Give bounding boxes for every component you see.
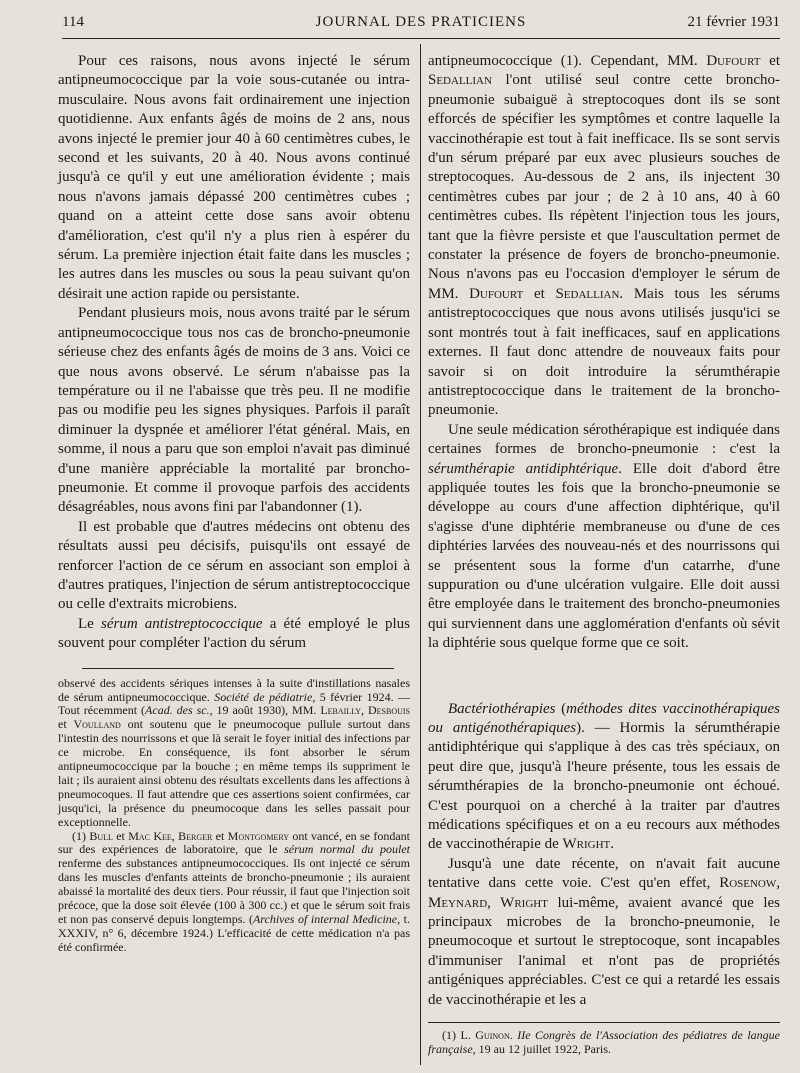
footnote-rule xyxy=(428,1022,780,1023)
right-footnotes xyxy=(428,1029,780,1057)
column-divider xyxy=(420,44,421,1065)
footnote-continuation: observé des accidents sériques intenses à la suite d'instillations nasales de sérum antipneumococcique. Société de pédiatrie, 5 février 1924. — Tout récemment (Acad. des sc., 19 août 1930), MM. Lebailly, Desbouis et Voulland ont soutenu que le pneumocoque pullule surtout dans l'intestin des nourrissons et que là serait le foyer initial des infections par ce microbe. En conséquence, ils font absorber le sérum antipneumococcique par la bouche ; en même temps ils suppriment le lait ; ils auraient ainsi obtenu des résultats excellents dans les affections à pneumocoques. Il faut attendre que ces assertions soient confirmées, car jusqu'ici, la présence du pneumocoque dans les selles passait pour exceptionnelle. xyxy=(58,675,411,829)
paragraph-antistreptococcique: Le sérum antistreptococcique a été employé le plus souvent pour compléter l'action du sérum xyxy=(58,615,410,652)
paragraph-other-physicians: Il est probable que d'autres médecins ont obtenu des résultats aussi peu décisifs, puisqu'ils ont essayé de renforcer l'action de ce sérum en associant son emploi à d'autres pratiques, l'injection de sérum antistreptococcique ou celle d'extraits microbiens. xyxy=(58,518,410,613)
paragraph-antidiphterique: Une seule médication sérothérapique est indiquée dans certaines formes de broncho-pneumonie : c'est la sérumthérapie antidiphtérique. Elle doit d'abord être appliquée toutes les fois que la broncho-pneumonie se développe au cours d'une affection diphtérique, qu'il s'agisse d'une diphtérie membraneuse ou d'une de ces diphtéries larvées des nouveau-nés et des nourrissons qui se présentent sous la forme d'un catarrhe, d'une suppuration ou d'une ulcération vulgaire. Elle doit aussi être employée dans le traitement des broncho-pneumonies qui surviennent dans une agglomération d'enfants où sévit la diphtérie sous quelque forme que ce soit. xyxy=(428,421,780,652)
footnote-guinon: (1) L. Guinon. IIe Congrès de l'Association des pédiatres de langue française, 19 au 12 juillet 1922, Paris. xyxy=(428,1028,780,1056)
paragraph-serum-injection: Pour ces raisons, nous avons injecté le sérum antipneumococcique par la voie sous-cutanée ou intra-musculaire. Nous avons fait ordinairement une injection quotidienne. Aux enfants âgés de moins de 2 ans, nous avons injecté le premier jour 40 à 60 centimètres cubes, le second et les suivants, 20 à 40. Nous avons continué jusqu'à ce qu'il y eut une amélioration évidente ; mais nous n'avons jamais dépassé 200 centimètres cubes ; quand on a atteint cette dose sans avoir obtenu d'amélioration, c'est qu'il n'y a plus rien à espérer du sérum. La première injection était faite dans les muscles ; les autres dans les muscles ou sous la peau suivant qu'on désirait une action rapide ou persistante. xyxy=(58,53,410,302)
paragraph-dufourt-sedallian: antipneumococcique (1). Cependant, MM. Dufourt et Sedallian l'ont utilisé seul contre cette broncho-pneumonie subaiguë à streptocoques dont ils se sont efforcés de spécifier les symptômes et contre laquelle la vaccinothérapie est tout à fait inefficace. Ils se sont servis d'un sérum préparé par eux avec plusieurs souches de streptocoques. Au-dessous de 2 ans, ils injectent 30 centimètres cubes par jour ; de 2 à 10 ans, 40 à 60 centimètres cubes. Ils répètent l'injection tous les jours, tant que la fièvre persiste et que l'auscultation permet de constater la présence de foyers de broncho-pneumonie. Nous n'avons pas eu l'occasion d'employer le sérum de MM. Dufourt et Sedallian. Mais tous les sérums antistreptococciques que nous avons utilisés jusqu'ici se sont montrés tout à fait inefficaces, sauf en applications externes. Il faut donc attendre de nouveaux faits pour savoir si on doit introduire la sérumthérapie antistreptococcique dans le traitement de la broncho-pneumonie. xyxy=(428,53,781,419)
footnote-1: (1) Bull et Mac Kee, Berger et Montgomery ont vancé, en se fondant sur des expériences de laboratoire, que le sérum normal du poulet renferme des substances antipneumococciques. Ils ont injecté ce sérum dans les muscles d'enfants atteints de broncho-pneumonie ; ils auraient abaissé la mortalité des deux tiers. Pour réussir, il faut que l'injection soit précoce, que la dose soit élevée (100 à 300 cc.) et que le sérum soit frais et non pas conservé depuis longtemps. (Archives of internal Medicine, t. XXXIV, n° 6, décembre 1924.) L'efficacité de cette médication n'a pas été confirmée. xyxy=(58,828,411,954)
paragraph-bacteriotherapies: Bactériothérapies (méthodes dites vaccinothérapiques ou antigénothérapiques). — Hormis la sérumthérapie antidiphtérique qui s'applique à des cas très spéciaux, on peut dire que, jusqu'à l'heure présente, tous les essais de sérumthérapies de la broncho-pneumonie ont échoué. C'est pourquoi on a cherché à la traiter par d'autres médications spécifiques et on a eu recours aux méthodes de vaccinothérapie de Wright. xyxy=(428,700,780,853)
footnote-rule xyxy=(82,668,394,669)
right-body-text xyxy=(428,52,780,1010)
right-column xyxy=(428,52,780,1057)
section-gap xyxy=(428,654,780,700)
left-column xyxy=(58,52,410,955)
page-number: 114 xyxy=(62,14,84,30)
paragraph-vaccinotherapie: Jusqu'à une date récente, on n'avait fait aucune tentative dans cette voie. C'est qu'en effet, Rosenow, Meynard, Wright lui-même, avaient avancé que les principaux microbes de la broncho-pneumonie, le pneumocoque et surtout le streptocoque, sont incapables d'immuniser l'animal et n'ont pas de propriétés antigéniques appréciables. C'est ce qui a retardé les essais de vaccinothérapie et les a xyxy=(428,855,780,1008)
left-body-text xyxy=(58,52,410,654)
left-footnotes xyxy=(58,677,410,955)
running-header xyxy=(62,12,780,34)
header-rule xyxy=(62,38,780,39)
paragraph-observations: Pendant plusieurs mois, nous avons traité par le sérum antipneumococcique tous nos cas de broncho-pneumonie sérieuse chez des enfants âgés de moins de 3 ans. Voici ce que nous avons observé. Le sérum n'abaisse pas la température ou il ne l'abaisse que très peu. Il ne modifie pas ou modifie peu les signes physiques. Parfois il paraît diminuer la dyspnée et améliorer l'état général. Mais, en somme, il nous a paru que son emploi n'avait pas diminué d'une manière appréciable la mortalité par broncho-pneumonie. Et comme il provoque parfois des accidents désagréables, nous avons fini par l'abandonner (1). xyxy=(58,305,410,516)
journal-title: JOURNAL DES PRATICIENS xyxy=(315,14,527,30)
issue-date: 21 février 1931 xyxy=(687,14,780,30)
